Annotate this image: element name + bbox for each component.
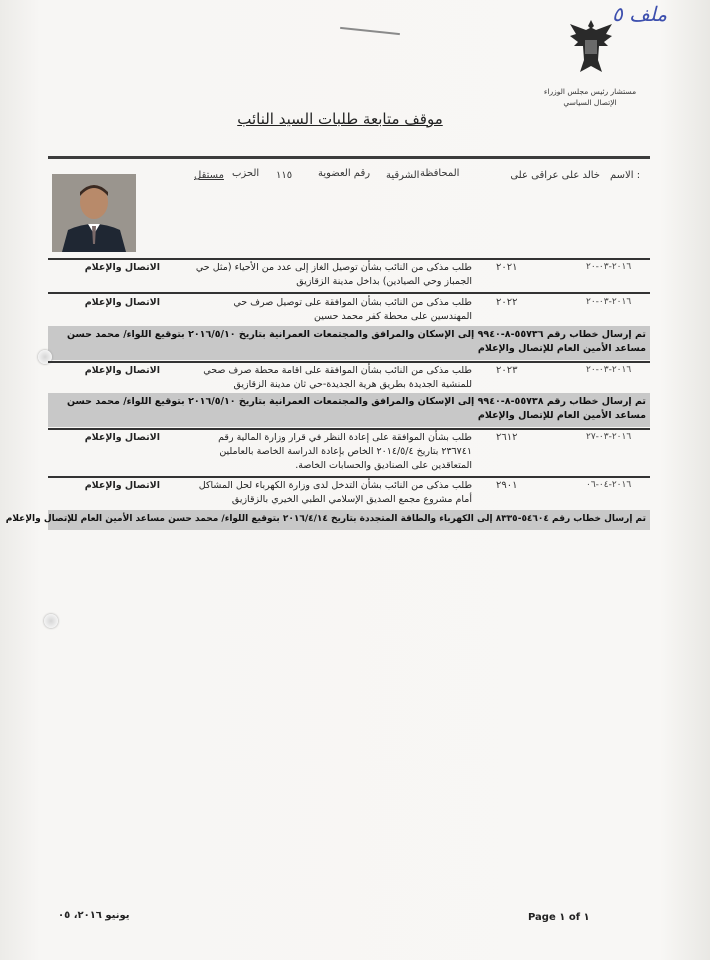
- request-status-note: تم إرسال خطاب رقم ٥٤٦٠٤-٨٣٣٥ إلى الكهرباء والطاقة المتجددة بتاريخ ٢٠١٦/٤/١٤ بتوقيع اللواء/ محمد حسن مساعد الأمين العام للإتصال والإعلام: [48, 510, 650, 530]
- request-date: ٢٠١٦-٠٣-٢٧: [586, 432, 632, 442]
- request-text: طلب مذكى من النائب بشأن الموافقة على اقامة محطة صرف صحي للمنشية الجديدة بطريق هرية الجديدة-حي ثان مدينة الزقازيق: [203, 365, 472, 390]
- request-number: ٢٠٢٣: [496, 365, 518, 376]
- title-divider: [48, 156, 650, 159]
- membership-value: ١١٥: [276, 170, 293, 181]
- request-status-note: تم إرسال خطاب رقم ٥٥٧٣٦-٨-٩٩٤٠ إلى الإسكان والمرافق والمجتمعات العمرانية بتاريخ ٢٠١٦/٥/١٠ بتوقيع اللواء/ محمد حسن مساعد الأمين العام للإتصال والإعلام: [48, 326, 650, 360]
- request-department: الاتصال والإعلام: [84, 297, 160, 308]
- request-date: ٢٠١٦-٠٤-٠٦: [586, 480, 632, 490]
- organization-name: [540, 86, 640, 108]
- footer-page-number: Page ١ of ١: [528, 912, 590, 923]
- request-text: طلب بشأن الموافقة على إعادة النظر في قرار وزارة المالية رقم ٢٣٦٧٤١ بتاريخ ٢٠١٤/٥/٤ الخاص بإعادة الدراسة الخاصة بالعاملين المتعاقدين على الصناديق والحسابات الخاصة.: [218, 432, 472, 471]
- pen-stroke: [340, 27, 400, 35]
- party-label: الحزب: [232, 168, 260, 179]
- request-department: الاتصال والإعلام: [84, 365, 160, 376]
- governorate-label: المحافظة: [420, 168, 460, 179]
- page-title: موقف متابعة طلبات السيد النائب: [237, 110, 443, 128]
- member-photo: [52, 174, 136, 252]
- org-line-2: الإتصال السياسي: [563, 98, 617, 107]
- request-text: طلب مذكى من النائب بشأن الموافقة على توصيل صرف حي المهندسين على محطة كفر محمد حسين: [233, 297, 472, 322]
- request-text: طلب مذكى من النائب بشأن توصيل الغاز إلى عدد من الأحياء (مثل حي الجمباز وحي الصيادين) بداخل مدينة الزقازيق: [195, 262, 472, 287]
- name-label: : الاسم: [610, 170, 641, 181]
- org-line-1: مستشار رئيس مجلس الوزراء: [543, 87, 637, 96]
- footer-date: يونيو ٢٠١٦، ٠٥: [58, 910, 130, 921]
- request-date: ٢٠١٦-٠٣-٢٠: [586, 365, 632, 375]
- row-divider: [48, 361, 650, 363]
- request-date: ٢٠١٦-٠٣-٢٠: [586, 297, 632, 307]
- request-number: ٢٦١٢: [496, 432, 518, 443]
- request-text: طلب مذكى من النائب بشأن التدخل لدى وزارة الكهرباء لحل المشاكل أمام مشروع مجمع الصديق الإسلامي الطبي الخيري بالزقازيق: [198, 480, 472, 505]
- request-department: الاتصال والإعلام: [84, 480, 160, 491]
- request-department: الاتصال والإعلام: [84, 432, 160, 443]
- punch-hole: [44, 614, 58, 628]
- request-number: ٢٠٢٢: [496, 297, 518, 308]
- row-divider: [48, 476, 650, 478]
- request-number: ٢٩٠١: [496, 480, 518, 491]
- request-number: ٢٠٢١: [496, 262, 518, 273]
- request-department: الاتصال والإعلام: [84, 262, 160, 273]
- row-divider: [48, 292, 650, 294]
- party-value: مستقل: [194, 170, 224, 181]
- eagle-emblem-icon: [566, 16, 616, 76]
- governorate-value: الشرقية: [386, 170, 420, 181]
- row-divider: [48, 258, 650, 260]
- membership-label: رقم العضوية: [318, 168, 371, 179]
- name-value: خالد على عراقى على: [510, 170, 600, 181]
- row-divider: [48, 428, 650, 430]
- handwritten-note: ملف ٥: [612, 2, 668, 26]
- request-date: ٢٠١٦-٠٣-٢٠: [586, 262, 632, 272]
- request-status-note: تم إرسال خطاب رقم ٥٥٧٣٨-٨-٩٩٤٠ إلى الإسكان والمرافق والمجتمعات العمرانية بتاريخ ٢٠١٦/٥/١٠ بتوقيع اللواء/ محمد حسن مساعد الأمين العام للإتصال والإعلام: [48, 393, 650, 427]
